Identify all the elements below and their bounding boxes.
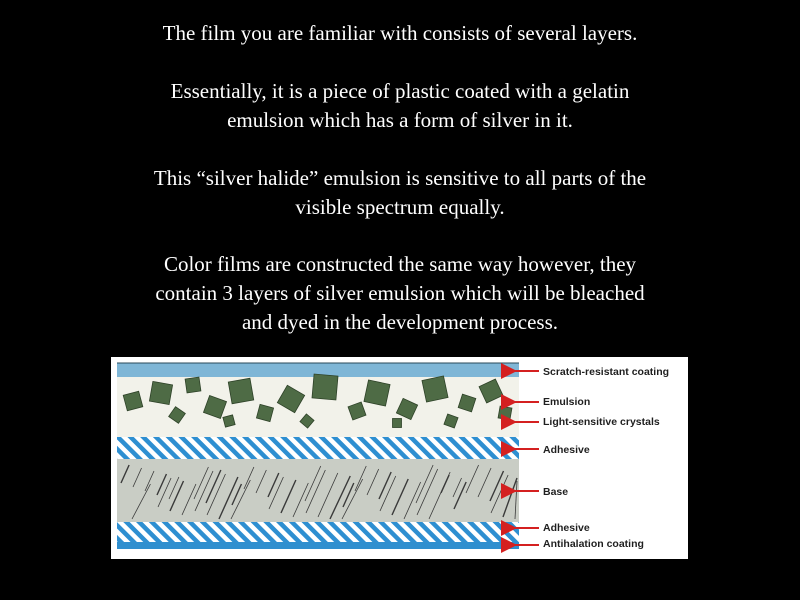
adhesive-bottom-layer [117, 522, 519, 542]
label-scratch-resistant: Scratch-resistant coating [543, 366, 670, 378]
paragraph-3-line-1: This “silver halide” emulsion is sensitive to all parts of the [153, 166, 647, 190]
label-base: Base [543, 486, 569, 498]
film-cross-section-svg [111, 357, 688, 559]
paragraph-color-films [0, 250, 800, 337]
paragraph-2-line-1: Essentially, it is a piece of plastic coated with a gelatin [170, 79, 630, 103]
label-light-sensitive-crystals: Light-sensitive crystals [543, 416, 660, 428]
paragraph-4-line-1: Color films are constructed the same way however, they [163, 252, 637, 276]
crystal [256, 404, 273, 421]
paragraph-2-line-2: emulsion which has a form of silver in it. [227, 108, 573, 132]
crystal [223, 415, 235, 427]
paragraph-plastic-gelatin [0, 77, 800, 135]
paragraph-film-layers [0, 19, 800, 48]
paragraph-silver-halide [0, 164, 800, 222]
crystal [498, 406, 512, 420]
crystal [228, 378, 253, 403]
paragraph-3-line-2: visible spectrum equally. [295, 195, 505, 219]
base-layer [117, 459, 519, 522]
crystal [149, 381, 172, 404]
crystal [185, 377, 201, 393]
paragraph-1-line-1: The film you are familiar with consists of several layers. [162, 21, 638, 45]
label-antihalation: Antihalation coating [543, 538, 644, 550]
paragraph-4-line-3: and dyed in the development process. [241, 310, 559, 334]
crystal [422, 376, 448, 402]
crystal [364, 380, 390, 406]
crystal [393, 419, 402, 428]
label-emulsion: Emulsion [543, 396, 591, 408]
label-adhesive-top: Adhesive [543, 444, 590, 456]
adhesive-top-layer [117, 437, 519, 459]
paragraph-4-line-2: contain 3 layers of silver emulsion which will be bleached [155, 281, 645, 305]
crystal [312, 374, 338, 400]
label-adhesive-bottom: Adhesive [543, 522, 590, 534]
antihalation-layer [117, 542, 519, 549]
film-layers-diagram [111, 357, 688, 559]
